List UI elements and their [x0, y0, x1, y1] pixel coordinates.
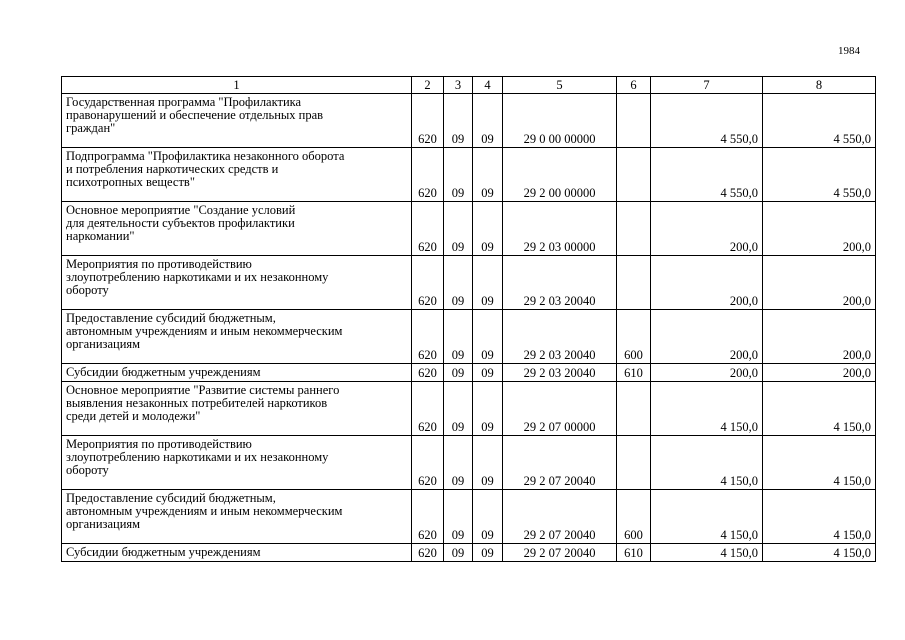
- row-name-cell: [62, 490, 412, 544]
- section-code-cell: 09: [444, 364, 473, 382]
- target-article-cell: 29 2 07 20040: [503, 490, 617, 544]
- table-row: [62, 310, 876, 364]
- amount-col7-cell: 4 150,0: [651, 544, 763, 562]
- amount-col7-cell: 200,0: [651, 364, 763, 382]
- row-name: Мероприятия по противодействию злоупотреблению наркотиками и их незаконному обороту: [66, 437, 329, 477]
- column-header-7: 7: [651, 77, 763, 94]
- grbs-code-cell: 620: [412, 256, 444, 310]
- amount-col7-cell: 200,0: [651, 310, 763, 364]
- table-row: [62, 94, 876, 148]
- row-name: Основное мероприятие "Развитие системы раннего выявления незаконных потребителей наркотиков среди детей и молодежи": [66, 383, 340, 423]
- row-name: Государственная программа "Профилактика правонарушений и обеспечение отдельных прав граждан": [66, 95, 324, 135]
- row-name-cell: [62, 310, 412, 364]
- subsection-code-cell: 09: [473, 256, 503, 310]
- column-header-6: 6: [617, 77, 651, 94]
- subsection-code-cell: 09: [473, 544, 503, 562]
- row-name-cell: [62, 544, 412, 562]
- expense-type-cell: 610: [617, 364, 651, 382]
- expense-type-cell: [617, 202, 651, 256]
- target-article-cell: 29 2 03 20040: [503, 310, 617, 364]
- amount-col8-cell: 200,0: [763, 310, 876, 364]
- row-name: Мероприятия по противодействию злоупотреблению наркотиками и их незаконному обороту: [66, 257, 329, 297]
- row-name-cell: [62, 202, 412, 256]
- section-code-cell: 09: [444, 544, 473, 562]
- table-row: [62, 436, 876, 490]
- expense-type-cell: 600: [617, 490, 651, 544]
- amount-col8-cell: 4 550,0: [763, 148, 876, 202]
- target-article-cell: 29 2 07 20040: [503, 436, 617, 490]
- column-header-5: 5: [503, 77, 617, 94]
- table-header-row: [62, 77, 876, 94]
- row-name: Субсидии бюджетным учреждениям: [66, 365, 261, 379]
- section-code-cell: 09: [444, 310, 473, 364]
- table-row: [62, 202, 876, 256]
- table-row: [62, 364, 876, 382]
- row-name: Субсидии бюджетным учреждениям: [66, 545, 261, 559]
- column-header-1: 1: [62, 77, 412, 94]
- amount-col8-cell: 4 150,0: [763, 490, 876, 544]
- grbs-code-cell: 620: [412, 544, 444, 562]
- table-row: [62, 148, 876, 202]
- amount-col7-cell: 4 150,0: [651, 382, 763, 436]
- grbs-code-cell: 620: [412, 382, 444, 436]
- expense-type-cell: [617, 436, 651, 490]
- subsection-code-cell: 09: [473, 490, 503, 544]
- amount-col7-cell: 4 150,0: [651, 436, 763, 490]
- amount-col7-cell: 200,0: [651, 202, 763, 256]
- section-code-cell: 09: [444, 94, 473, 148]
- row-name-cell: [62, 94, 412, 148]
- row-name-cell: [62, 382, 412, 436]
- row-name: Предоставление субсидий бюджетным, автономным учреждениям и иным некоммерческим организациям: [66, 311, 343, 351]
- row-name: Основное мероприятие "Создание условий для деятельности субъектов профилактики наркомании": [66, 203, 296, 243]
- column-header-2: 2: [412, 77, 444, 94]
- table-row: [62, 490, 876, 544]
- row-name: Подпрограмма "Профилактика незаконного оборота и потребления наркотических средств и психотропных веществ": [66, 149, 345, 189]
- target-article-cell: 29 2 00 00000: [503, 148, 617, 202]
- page-number: 1984: [838, 45, 860, 57]
- section-code-cell: 09: [444, 256, 473, 310]
- amount-col8-cell: 200,0: [763, 364, 876, 382]
- target-article-cell: 29 2 07 00000: [503, 382, 617, 436]
- subsection-code-cell: 09: [473, 148, 503, 202]
- table-row: [62, 256, 876, 310]
- amount-col8-cell: 4 150,0: [763, 382, 876, 436]
- target-article-cell: 29 0 00 00000: [503, 94, 617, 148]
- grbs-code-cell: 620: [412, 94, 444, 148]
- section-code-cell: 09: [444, 436, 473, 490]
- amount-col7-cell: 4 150,0: [651, 490, 763, 544]
- row-name-cell: [62, 148, 412, 202]
- grbs-code-cell: 620: [412, 436, 444, 490]
- amount-col7-cell: 4 550,0: [651, 148, 763, 202]
- section-code-cell: 09: [444, 202, 473, 256]
- amount-col7-cell: 200,0: [651, 256, 763, 310]
- budget-table: [61, 76, 876, 562]
- section-code-cell: 09: [444, 148, 473, 202]
- target-article-cell: 29 2 03 00000: [503, 202, 617, 256]
- subsection-code-cell: 09: [473, 364, 503, 382]
- subsection-code-cell: 09: [473, 310, 503, 364]
- expense-type-cell: [617, 148, 651, 202]
- expense-type-cell: [617, 382, 651, 436]
- grbs-code-cell: 620: [412, 202, 444, 256]
- amount-col8-cell: 200,0: [763, 202, 876, 256]
- grbs-code-cell: 620: [412, 364, 444, 382]
- expense-type-cell: [617, 94, 651, 148]
- target-article-cell: 29 2 07 20040: [503, 544, 617, 562]
- grbs-code-cell: 620: [412, 310, 444, 364]
- column-header-8: 8: [763, 77, 876, 94]
- amount-col8-cell: 200,0: [763, 256, 876, 310]
- row-name-cell: [62, 256, 412, 310]
- column-header-3: 3: [444, 77, 473, 94]
- expense-type-cell: 610: [617, 544, 651, 562]
- grbs-code-cell: 620: [412, 490, 444, 544]
- subsection-code-cell: 09: [473, 382, 503, 436]
- expense-type-cell: 600: [617, 310, 651, 364]
- table-row: [62, 382, 876, 436]
- target-article-cell: 29 2 03 20040: [503, 256, 617, 310]
- section-code-cell: 09: [444, 382, 473, 436]
- column-header-4: 4: [473, 77, 503, 94]
- row-name-cell: [62, 436, 412, 490]
- amount-col8-cell: 4 150,0: [763, 436, 876, 490]
- amount-col7-cell: 4 550,0: [651, 94, 763, 148]
- section-code-cell: 09: [444, 490, 473, 544]
- expense-type-cell: [617, 256, 651, 310]
- subsection-code-cell: 09: [473, 436, 503, 490]
- amount-col8-cell: 4 150,0: [763, 544, 876, 562]
- target-article-cell: 29 2 03 20040: [503, 364, 617, 382]
- amount-col8-cell: 4 550,0: [763, 94, 876, 148]
- row-name: Предоставление субсидий бюджетным, автономным учреждениям и иным некоммерческим организациям: [66, 491, 343, 531]
- grbs-code-cell: 620: [412, 148, 444, 202]
- subsection-code-cell: 09: [473, 94, 503, 148]
- subsection-code-cell: 09: [473, 202, 503, 256]
- table-row: [62, 544, 876, 562]
- row-name-cell: [62, 364, 412, 382]
